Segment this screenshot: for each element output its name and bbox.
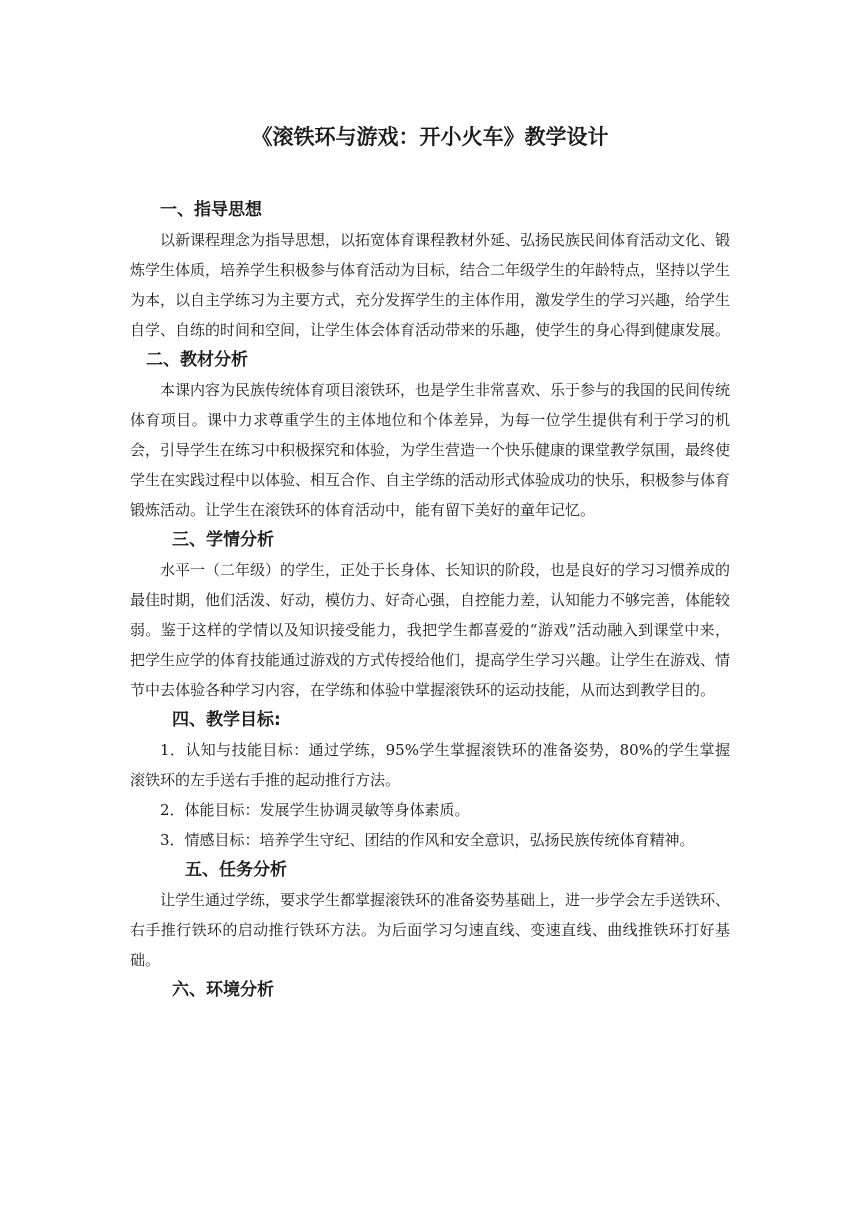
section-paragraph: 让学生通过学练，要求学生都掌握滚铁环的准备姿势基础上，进一步学会左手送铁环、右手推行铁环的启动推行铁环方法。为后面学习匀速直线、变速直线、曲线推铁环打好基础。 — [130, 891, 731, 969]
objective-item: 2．体能目标：发展学生协调灵敏等身体素质。 — [160, 801, 470, 819]
document-title: 《滚铁环与游戏：开小火车》教学设计 — [251, 125, 609, 149]
objective-item: 1．认知与技能目标：通过学练，95%学生掌握滚铁环的准备姿势，80%的学生掌握滚铁环的左手送右手推的起动推行方法。 — [130, 741, 730, 789]
section-teaching-objectives — [130, 705, 730, 855]
section-material-analysis — [130, 345, 730, 525]
section-paragraph: 水平一（二年级）的学生，正处于长身体、长知识的阶段，也是良好的学习习惯养成的最佳时期，他们活泼、好动，模仿力、好奇心强，自控能力差，认知能力不够完善，体能较弱。鉴于这样的学情以及知识接受能力，我把学生都喜爱的“游戏”活动融入到课堂中来，把学生应学的体育技能通过游戏的方式传授给他们，提高学生学习兴趣。让学生在游戏、情节中去体验各种学习内容，在学练和体验中掌握滚铁环的运动技能，从而达到教学目的。 — [130, 561, 731, 699]
section-heading: 四、教学目标: — [172, 710, 281, 730]
section-heading: 五、任务分析 — [185, 860, 287, 880]
section-paragraph: 本课内容为民族传统体育项目滚铁环，也是学生非常喜欢、乐于参与的我国的民间传统体育项目。课中力求尊重学生的主体地位和个体差异，为每一位学生提供有利于学习的机会，引导学生在练习中积极探究和体验，为学生营造一个快乐健康的课堂教学氛围，最终使学生在实践过程中以体验、相互合作、自主学练的活动形式体验成功的快乐，积极参与体育锻炼活动。让学生在滚铁环的体育活动中，能有留下美好的童年记忆。 — [130, 381, 731, 519]
section-environment-analysis — [130, 975, 730, 1005]
section-paragraph: 以新课程理念为指导思想，以拓宽体育课程教材外延、弘扬民族民间体育活动文化、锻炼学生体质，培养学生积极参与体育活动为目标，结合二年级学生的年龄特点，坚持以学生为本，以自主学练习为主要方式，充分发挥学生的主体作用，激发学生的学习兴趣，给学生自学、自练的时间和空间，让学生体会体育活动带来的乐趣，使学生的身心得到健康发展。 — [130, 231, 731, 339]
section-heading: 三、学情分析 — [172, 530, 274, 550]
section-heading: 二、教材分析 — [146, 350, 248, 370]
section-guiding-ideology — [130, 195, 730, 345]
section-task-analysis — [130, 855, 730, 975]
section-heading: 六、环境分析 — [172, 980, 274, 1000]
section-learner-analysis — [130, 525, 730, 705]
section-heading: 一、指导思想 — [160, 200, 262, 220]
document-body — [130, 195, 730, 1005]
objective-item: 3．情感目标：培养学生守纪、团结的作风和安全意识，弘扬民族传统体育精神。 — [160, 831, 695, 849]
